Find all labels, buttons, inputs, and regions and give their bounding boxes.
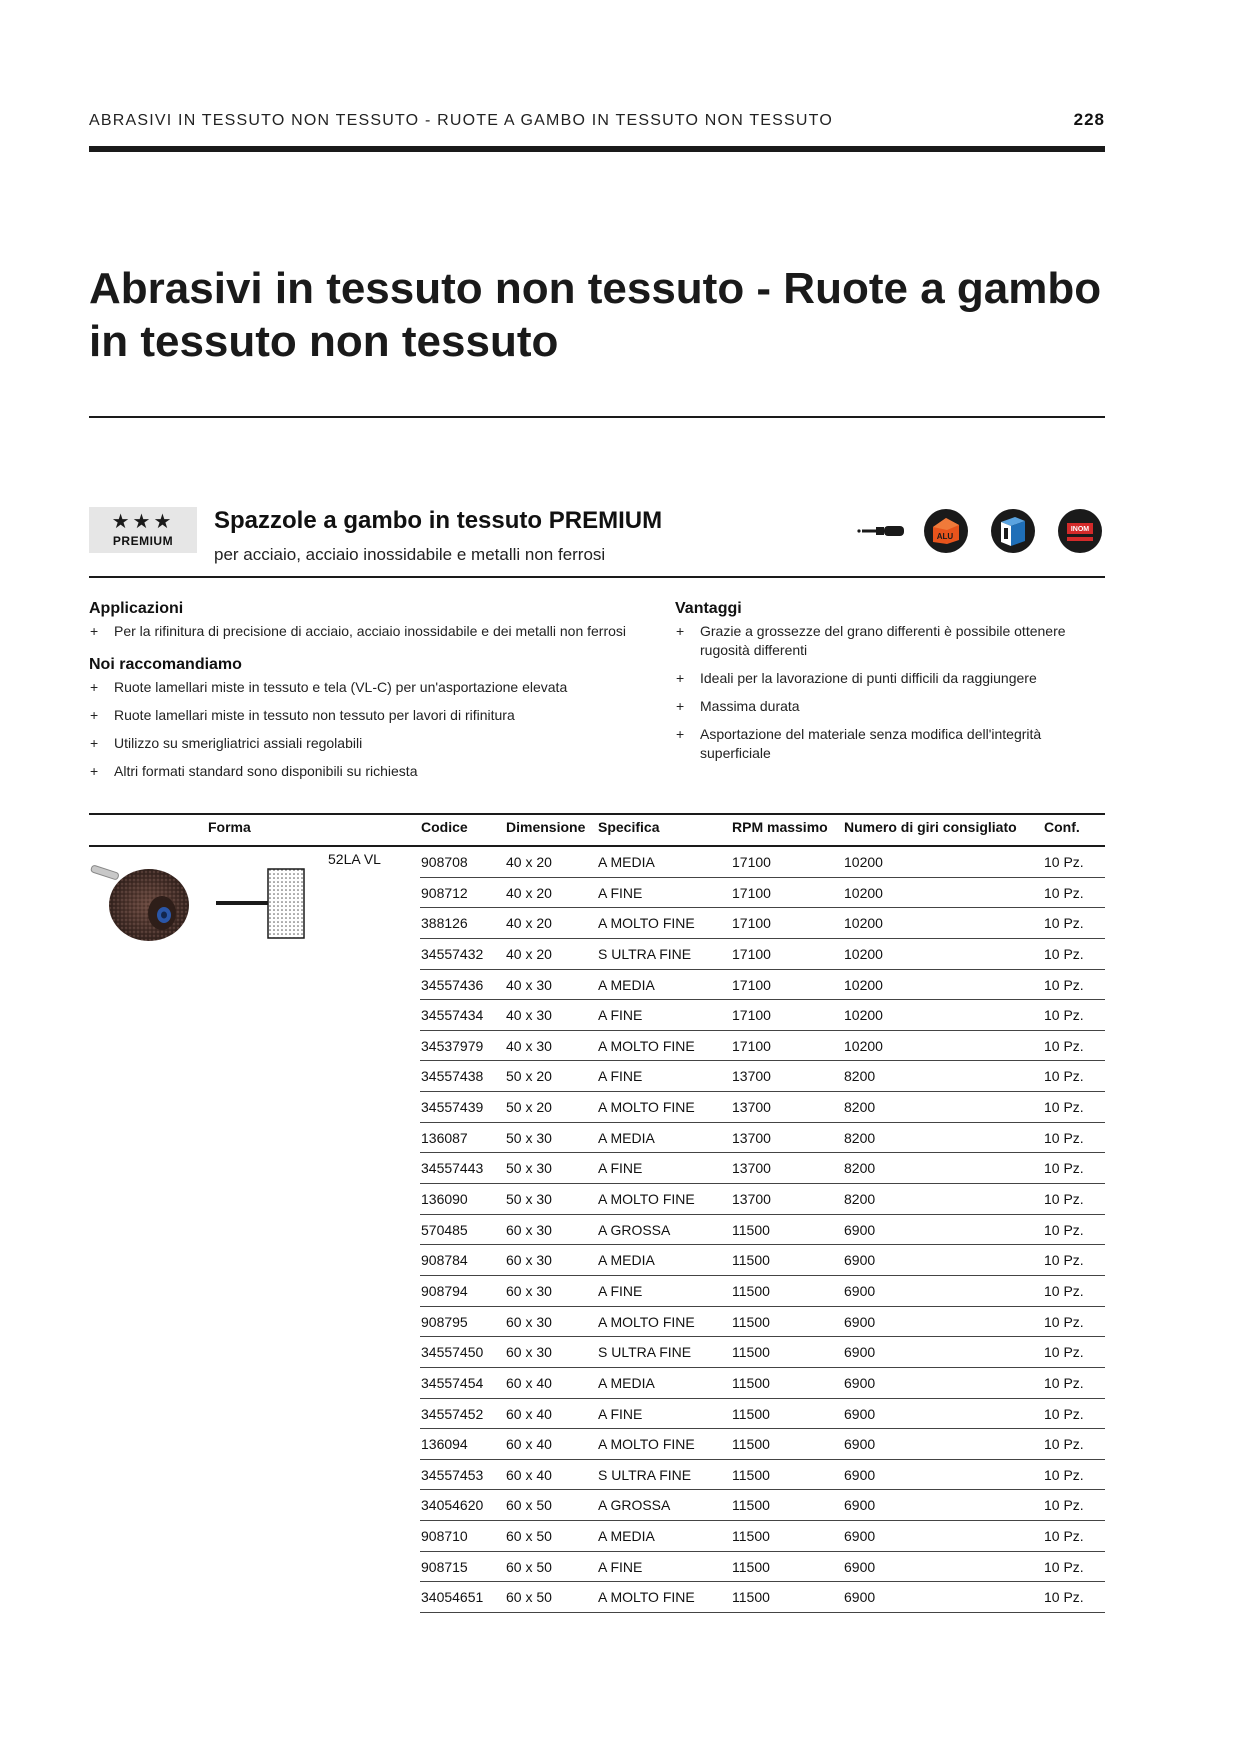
cell-codice: 388126 [421,915,468,932]
running-header-title: ABRASIVI IN TESSUTO NON TESSUTO - RUOTE A GAMBO IN TESSUTO NON TESSUTO [89,112,833,129]
cell-conf: 10 Pz. [1044,1221,1084,1238]
cell-conf: 10 Pz. [1044,1528,1084,1545]
cell-rpm: 11500 [732,1558,770,1575]
cell-rpm: 17100 [732,1037,771,1054]
cell-conf: 10 Pz. [1044,1129,1084,1146]
cell-specifica: S ULTRA FINE [598,945,692,962]
cell-conf: 10 Pz. [1044,1313,1084,1330]
table-row [420,1245,1105,1276]
table-row [420,1337,1105,1368]
cell-specifica: A MOLTO FINE [598,915,695,932]
table-row [420,1490,1105,1521]
cell-specifica: A MOLTO FINE [598,1099,695,1116]
product-title: Spazzole a gambo in tessuto PREMIUM [214,507,663,534]
cell-codice: 136094 [421,1436,468,1453]
cell-conf: 10 Pz. [1044,1191,1084,1208]
cell-conf: 10 Pz. [1044,945,1084,962]
cell-giri: 10200 [844,915,883,932]
cell-specifica: A MEDIA [598,1252,655,1269]
cell-conf: 10 Pz. [1044,1282,1084,1299]
cell-giri: 8200 [844,1160,876,1177]
column-header-dimensione: Dimensione [506,819,586,835]
cell-giri: 6900 [844,1344,876,1361]
cell-codice: 34557454 [421,1374,484,1391]
table-row [420,908,1105,939]
cell-dimensione: 50 x 30 [506,1191,552,1208]
cell-codice: 34557436 [421,976,484,993]
cell-rpm: 13700 [732,1191,771,1208]
cell-specifica: A MOLTO FINE [598,1037,695,1054]
cell-rpm: 11500 [732,1589,770,1606]
cell-specifica: A MOLTO FINE [598,1313,695,1330]
cell-specifica: A FINE [598,1068,643,1085]
cell-rpm: 17100 [732,854,771,870]
list-item: + Ruote lamellari miste in tessuto e tela (VL-C) per un'asportazione elevata [89,678,669,697]
inox-material-icon [990,508,1036,554]
cell-codice: 34557453 [421,1466,484,1483]
table-row [420,1276,1105,1307]
table-row [420,1429,1105,1460]
cell-giri: 10200 [844,976,883,993]
cell-dimensione: 60 x 30 [506,1282,552,1299]
cell-giri: 6900 [844,1374,876,1391]
cell-codice: 136090 [421,1191,468,1208]
cell-specifica: A FINE [598,1558,643,1575]
cell-dimensione: 60 x 40 [506,1436,552,1453]
cell-conf: 10 Pz. [1044,1374,1084,1391]
table-row [420,1184,1105,1215]
cell-specifica: A MOLTO FINE [598,1191,695,1208]
column-header-rpm: RPM massimo [732,819,828,835]
cell-specifica: A MEDIA [598,1374,655,1391]
cell-specifica: S ULTRA FINE [598,1344,692,1361]
product-divider [89,576,1105,578]
cell-codice: 34557439 [421,1099,484,1116]
cell-rpm: 11500 [732,1252,770,1269]
cell-specifica: A MOLTO FINE [598,1436,695,1453]
cell-giri: 10200 [844,945,883,962]
cell-rpm: 17100 [732,915,771,932]
cell-giri: 6900 [844,1405,876,1422]
cell-dimensione: 60 x 40 [506,1466,552,1483]
advantages-list [675,622,1105,772]
table-top-divider [89,813,1105,815]
advantages-heading: Vantaggi [675,600,742,617]
cell-rpm: 17100 [732,1007,771,1024]
cell-rpm: 11500 [732,1374,770,1391]
cell-conf: 10 Pz. [1044,976,1084,993]
cell-rpm: 11500 [732,1282,770,1299]
cell-dimensione: 40 x 20 [506,854,552,870]
cell-conf: 10 Pz. [1044,1252,1084,1269]
premium-stars-icon: ★★★ [111,511,175,533]
cell-conf: 10 Pz. [1044,1037,1084,1054]
cell-rpm: 11500 [732,1466,770,1483]
applications-heading: Applicazioni [89,600,184,617]
cell-giri: 8200 [844,1068,876,1085]
cell-dimensione: 60 x 50 [506,1589,552,1606]
cell-codice: 34054620 [421,1497,484,1514]
cell-dimensione: 50 x 30 [506,1160,552,1177]
cell-specifica: A FINE [598,1282,643,1299]
cell-giri: 6900 [844,1282,876,1299]
cell-giri: 10200 [844,1037,883,1054]
cell-giri: 8200 [844,1191,876,1208]
cell-giri: 6900 [844,1313,876,1330]
cell-dimensione: 40 x 30 [506,976,552,993]
cell-codice: 908715 [421,1558,468,1575]
cell-codice: 908794 [421,1282,468,1299]
title-divider [89,416,1105,418]
cell-specifica: A FINE [598,884,643,901]
list-item: + Ruote lamellari miste in tessuto non tessuto per lavori di rifinitura [89,706,669,725]
cell-specifica: A FINE [598,1160,643,1177]
table-row [420,1521,1105,1552]
page-number: 228 [1073,110,1105,129]
alu-icon-label: ALU [936,532,954,541]
cell-specifica: A MEDIA [598,1528,655,1545]
cell-dimensione: 40 x 20 [506,915,552,932]
cell-conf: 10 Pz. [1044,1497,1084,1514]
cell-giri: 6900 [844,1252,876,1269]
cell-dimensione: 40 x 30 [506,1007,552,1024]
cell-giri: 10200 [844,854,883,870]
table-row [420,1215,1105,1246]
cell-specifica: S ULTRA FINE [598,1466,692,1483]
list-item: + Ideali per la lavorazione di punti difficili da raggiungere [675,669,1105,688]
column-header-forma: Forma [208,819,251,835]
list-item: + Altri formati standard sono disponibili su richiesta [89,762,669,781]
table-row [420,1582,1105,1613]
shape-diagram [216,868,308,940]
cell-conf: 10 Pz. [1044,1160,1084,1177]
cell-rpm: 13700 [732,1099,771,1116]
premium-label: PREMIUM [112,534,174,548]
cell-conf: 10 Pz. [1044,915,1084,932]
cell-dimensione: 60 x 50 [506,1528,552,1545]
cell-rpm: 11500 [732,1528,770,1545]
cell-codice: 34054651 [421,1589,484,1606]
table-row [420,1399,1105,1430]
cell-rpm: 11500 [732,1344,770,1361]
cell-giri: 10200 [844,1007,883,1024]
table-row [420,1552,1105,1583]
table-row [420,1460,1105,1491]
table-row [420,1031,1105,1062]
cell-conf: 10 Pz. [1044,884,1084,901]
cell-conf: 10 Pz. [1044,854,1084,870]
cell-codice: 908795 [421,1313,468,1330]
cell-conf: 10 Pz. [1044,1436,1084,1453]
cell-codice: 34537979 [421,1037,484,1054]
recommendations-heading: Noi raccomandiamo [89,656,242,673]
cell-conf: 10 Pz. [1044,1405,1084,1422]
cell-conf: 10 Pz. [1044,1099,1084,1116]
cell-dimensione: 50 x 20 [506,1068,552,1085]
cell-rpm: 13700 [732,1129,771,1146]
cell-dimensione: 60 x 30 [506,1221,552,1238]
cell-giri: 6900 [844,1221,876,1238]
cell-specifica: A MEDIA [598,854,655,870]
cell-giri: 6900 [844,1466,876,1483]
cell-codice: 908712 [421,884,468,901]
cell-giri: 6900 [844,1436,876,1453]
cell-dimensione: 60 x 40 [506,1374,552,1391]
cell-conf: 10 Pz. [1044,1589,1084,1606]
cell-specifica: A GROSSA [598,1497,671,1514]
cell-rpm: 11500 [732,1436,770,1453]
product-table [420,847,1105,1613]
cell-giri: 8200 [844,1129,876,1146]
cell-codice: 570485 [421,1221,468,1238]
page-title: Abrasivi in tessuto non tessuto - Ruote a gambo in tessuto non tessuto [89,264,1102,366]
straight-grinder-icon [857,524,905,538]
cell-dimensione: 60 x 50 [506,1558,552,1575]
cell-giri: 6900 [844,1528,876,1545]
cell-conf: 10 Pz. [1044,1344,1084,1361]
cell-specifica: A FINE [598,1405,643,1422]
product-photo [89,855,195,947]
table-row [420,1123,1105,1154]
cell-codice: 908710 [421,1528,468,1545]
running-header [89,110,1105,134]
cell-codice: 34557452 [421,1405,484,1422]
cell-dimensione: 50 x 20 [506,1099,552,1116]
cell-dimensione: 60 x 30 [506,1344,552,1361]
table-row [420,1307,1105,1338]
table-row [420,1153,1105,1184]
cell-conf: 10 Pz. [1044,1068,1084,1085]
cell-codice: 34557434 [421,1007,484,1024]
cell-rpm: 17100 [732,945,771,962]
list-item: + Grazie a grossezze del grano differenti è possibile ottenere rugosità differenti [675,622,1105,660]
cell-specifica: A FINE [598,1007,643,1024]
cell-rpm: 11500 [732,1497,770,1514]
cell-dimensione: 60 x 40 [506,1405,552,1422]
recommendations-list [89,678,669,790]
premium-badge [89,507,197,553]
cell-dimensione: 40 x 20 [506,945,552,962]
cell-giri: 8200 [844,1099,876,1116]
cell-dimensione: 60 x 30 [506,1313,552,1330]
table-row [420,1092,1105,1123]
cell-codice: 908784 [421,1252,468,1269]
cell-dimensione: 40 x 20 [506,884,552,901]
list-item: + Massima durata [675,697,1105,716]
cell-dimensione: 40 x 30 [506,1037,552,1054]
cell-rpm: 11500 [732,1221,770,1238]
cell-specifica: A MOLTO FINE [598,1589,695,1606]
cell-codice: 136087 [421,1129,468,1146]
cell-specifica: A GROSSA [598,1221,671,1238]
list-item: + Utilizzo su smerigliatrici assiali regolabili [89,734,669,753]
alu-material-icon [923,508,969,554]
table-row [420,878,1105,909]
cell-dimensione: 50 x 30 [506,1129,552,1146]
table-row [420,939,1105,970]
cell-rpm: 17100 [732,884,771,901]
list-item: + Per la rifinitura di precisione di acciaio, acciaio inossidabile e dei metalli non ferrosi [89,622,669,641]
cell-codice: 34557450 [421,1344,484,1361]
cell-codice: 34557438 [421,1068,484,1085]
table-row [420,1061,1105,1092]
cell-specifica: A MEDIA [598,976,655,993]
cell-codice: 908708 [421,854,468,870]
table-row [420,1368,1105,1399]
column-header-codice: Codice [421,819,468,835]
column-header-giri: Numero di giri consigliato [844,819,1017,835]
cell-rpm: 13700 [732,1160,771,1177]
product-subtitle: per acciaio, acciaio inossidabile e metalli non ferrosi [214,545,606,564]
cell-dimensione: 60 x 50 [506,1497,552,1514]
table-row [420,970,1105,1001]
cell-codice: 34557443 [421,1160,484,1177]
cell-specifica: A MEDIA [598,1129,655,1146]
cell-conf: 10 Pz. [1044,1007,1084,1024]
cell-rpm: 11500 [732,1405,770,1422]
column-header-conf: Conf. [1044,819,1080,835]
cell-rpm: 17100 [732,976,771,993]
header-divider [89,146,1105,152]
cell-giri: 6900 [844,1558,876,1575]
table-row [420,847,1105,878]
inom-material-icon [1057,508,1103,554]
cell-codice: 34557432 [421,945,484,962]
cell-conf: 10 Pz. [1044,1466,1084,1483]
forma-label: 52LA VL [328,851,381,867]
cell-giri: 6900 [844,1497,876,1514]
cell-giri: 6900 [844,1589,876,1606]
column-header-specifica: Specifica [598,819,660,835]
table-row [420,1000,1105,1031]
cell-conf: 10 Pz. [1044,1558,1084,1575]
cell-dimensione: 60 x 30 [506,1252,552,1269]
cell-rpm: 13700 [732,1068,771,1085]
cell-giri: 10200 [844,884,883,901]
applications-list [89,622,669,641]
list-item: + Asportazione del materiale senza modifica dell'integrità superficiale [675,725,1105,763]
cell-rpm: 11500 [732,1313,770,1330]
inom-icon-label: INOM [1070,526,1090,533]
